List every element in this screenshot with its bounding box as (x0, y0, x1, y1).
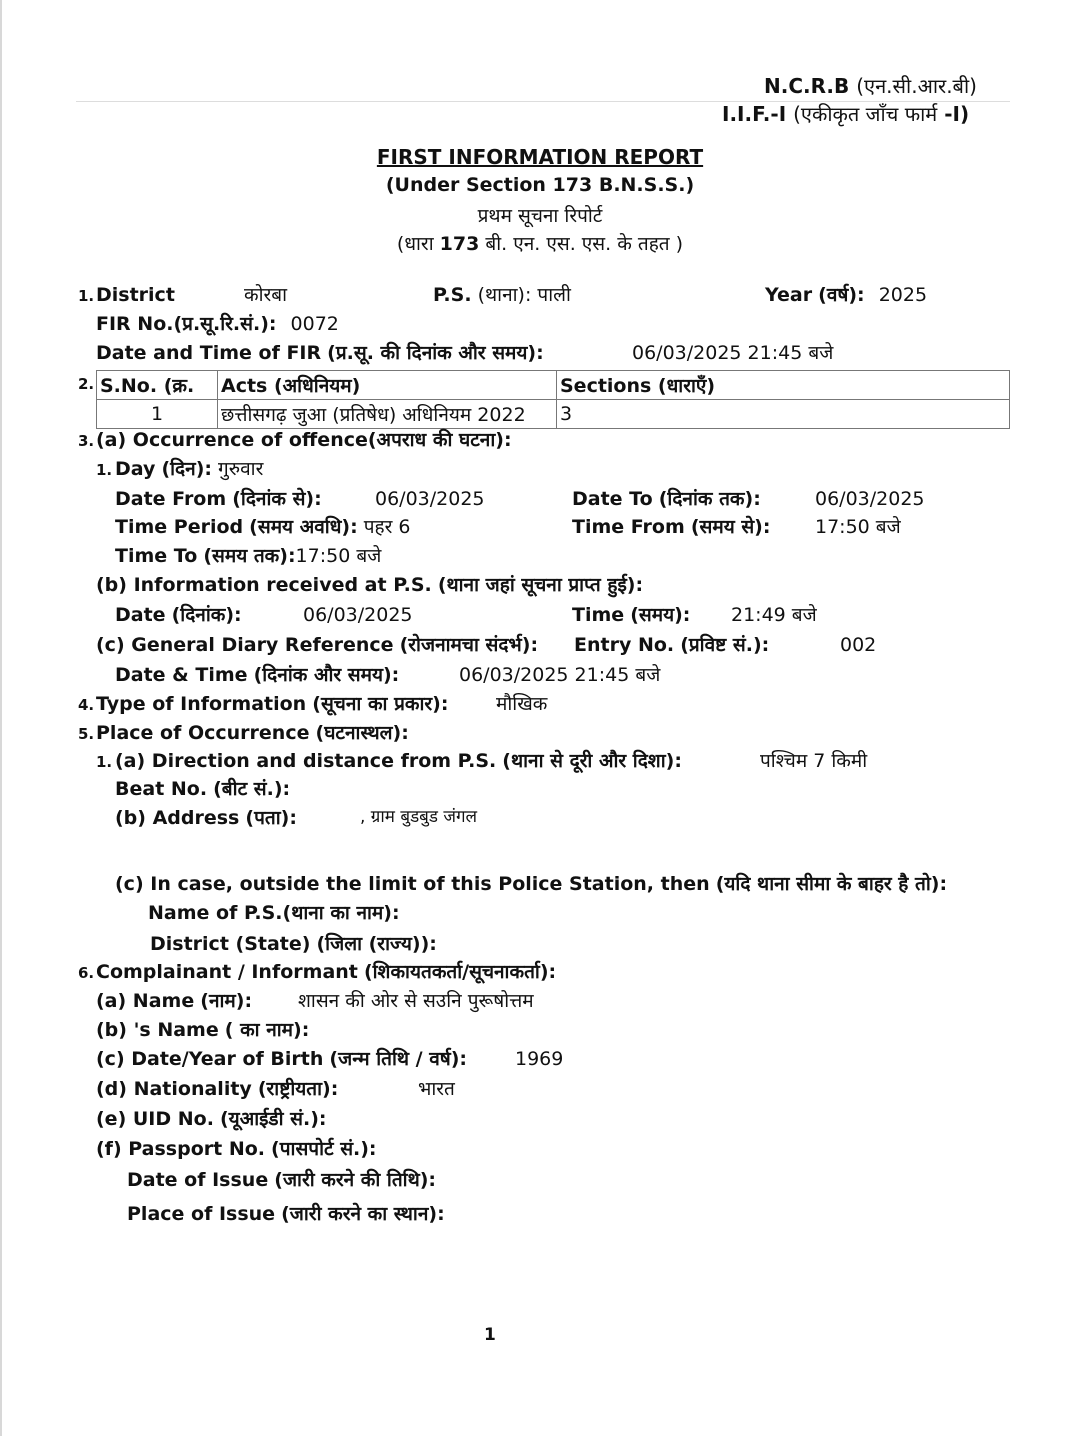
direction-value: पश्चिम 7 किमी (760, 750, 868, 772)
year-label: Year (765, 284, 813, 306)
day-label: Day (115, 458, 156, 480)
time-from-label: Time From (572, 516, 685, 538)
place-heading (96, 722, 409, 745)
acts-table (96, 370, 1010, 429)
address-value: , ग्राम बुडबुड जंगल (360, 807, 478, 827)
col-sno-header: S.No. (क्र. (97, 371, 218, 400)
fir-no-field (96, 313, 339, 336)
complainant-name-value: शासन की ओर से सउनि पुरूषोत्तम (298, 990, 534, 1012)
issue-place-label: Place of Issue (127, 1203, 276, 1225)
section-2-number: 2. (78, 375, 95, 393)
fir-datetime-field (96, 342, 544, 365)
time-from-field (572, 516, 770, 539)
report-title: FIRST INFORMATION REPORT (376, 145, 704, 169)
outside-district-field (150, 933, 437, 956)
fir-datetime-label-hi: (प्र.सू. की दिनांक और समय): (327, 342, 544, 364)
time-to-field (115, 545, 381, 568)
beat-label-hi: (बीट सं.): (213, 778, 291, 800)
nationality-label-hi: (राष्ट्रीयता): (257, 1078, 339, 1100)
place-label-hi: (घटनास्थल): (315, 722, 409, 744)
issue-date-label-hi: (जारी करने की तिथि): (274, 1169, 437, 1191)
uid-label-hi: (यूआईडी सं.): (219, 1108, 327, 1130)
ps-value: पाली (537, 284, 571, 306)
entry-no-field (574, 634, 769, 657)
time-from-value: 17:50 बजे (815, 516, 901, 538)
outside-ps-name-field (148, 902, 400, 925)
uid-field (96, 1108, 326, 1131)
occurrence-heading (96, 429, 512, 452)
info-time-field (572, 604, 690, 627)
info-received-heading (96, 574, 643, 597)
complainant-label-hi: (शिकायतकर्ता/सूचनाकर्ता): (363, 961, 557, 983)
ncrb-label: N.C.R.B (764, 74, 850, 98)
info-time-label: Time (572, 604, 625, 626)
report-subtitle-hi (0, 230, 1080, 256)
cell-acts: छत्तीसगढ़ जुआ (प्रतिषेध) अधिनियम 2022 (218, 400, 557, 429)
entry-no-value: 002 (840, 634, 877, 656)
time-to-label-hi: (समय तक): (203, 545, 296, 567)
issue-place-field (127, 1203, 445, 1226)
address-field (115, 807, 297, 830)
cell-sno: 1 (97, 400, 218, 429)
gd-datetime-label: Date & Time (115, 664, 248, 686)
iif-label: I.I.F.-I (722, 102, 787, 126)
date-from-label-hi: (दिनांक से): (232, 488, 322, 510)
birth-value: 1969 (515, 1048, 564, 1070)
info-received-label: (b) Information received at P.S. (96, 574, 432, 596)
occurrence-label: (a) Occurrence of offence (96, 429, 368, 451)
gd-reference-label: (c) General Diary Reference (96, 634, 394, 656)
time-to-label: Time To (115, 545, 198, 567)
outside-limit-label-hi: (यदि थाना सीमा के बाहर है तो): (715, 873, 948, 895)
time-from-label-hi: (समय से): (690, 516, 771, 538)
complainant-heading (96, 961, 556, 984)
date-to-label-hi: (दिनांक तक): (658, 488, 761, 510)
complainant-name-label-hi: (नाम): (200, 990, 253, 1012)
date-to-value: 06/03/2025 (815, 488, 925, 510)
ps-label: P.S. (433, 284, 472, 306)
direction-field (115, 750, 682, 773)
day-field (115, 458, 263, 481)
address-label: (b) Address (115, 807, 240, 829)
gd-reference-label-hi: (रोजनामचा संदर्भ): (399, 634, 539, 656)
ps-field (433, 284, 571, 307)
report-subtitle: (Under Section 173 B.N.S.S.) (385, 174, 695, 196)
info-type-label: Type of Information (96, 693, 307, 715)
uid-label: (e) UID No. (96, 1108, 214, 1130)
passport-field (96, 1138, 377, 1161)
passport-label-hi: (पासपोर्ट सं.): (271, 1138, 377, 1160)
info-type-label-hi: (सूचना का प्रकार): (312, 693, 449, 715)
address-label-hi: (पता): (245, 807, 297, 829)
passport-label: (f) Passport No. (96, 1138, 265, 1160)
col-acts-header: Acts (अधिनियम) (218, 371, 557, 400)
outside-district-label: District (State) (150, 933, 311, 955)
cell-sections: 3 (557, 400, 1010, 429)
info-time-value: 21:49 बजे (731, 604, 817, 626)
outside-limit-field (115, 873, 947, 896)
outside-ps-name-label: Name of P.S. (148, 902, 283, 924)
iif-header (722, 102, 969, 126)
ncrb-header (764, 74, 977, 98)
entry-no-label-hi: (प्रविष्ट सं.): (680, 634, 770, 656)
complainant-name-label: (a) Name (96, 990, 195, 1012)
nationality-value: भारत (418, 1078, 455, 1100)
section-3-number: 3. (78, 432, 95, 450)
gd-datetime-value: 06/03/2025 21:45 बजे (459, 664, 661, 686)
gd-reference-field (96, 634, 538, 657)
gd-datetime-label-hi: (दिनांक और समय): (253, 664, 400, 686)
date-from-label: Date From (115, 488, 227, 510)
col-sections-header: Sections (धाराएँ) (557, 371, 1010, 400)
birth-label-hi: (जन्म तिथि / वर्ष): (329, 1048, 468, 1070)
fir-datetime-value: 06/03/2025 21:45 बजे (632, 342, 834, 364)
birth-field (96, 1048, 467, 1071)
year-value: 2025 (878, 284, 928, 306)
section-4-number: 4. (78, 696, 95, 714)
beat-label: Beat No. (115, 778, 208, 800)
day-number: 1. (96, 461, 113, 479)
ncrb-label-hi: (एन.सी.आर.बी) (856, 74, 977, 98)
section-6-number: 6. (78, 964, 95, 982)
place-label: Place of Occurrence (96, 722, 310, 744)
beat-field (115, 778, 290, 801)
iif-label-hi-close: -I) (944, 102, 970, 126)
time-period-label-hi: (समय अवधि): (249, 516, 358, 538)
nationality-field (96, 1078, 338, 1101)
subtitle-hi-num: 173 (439, 233, 480, 255)
time-period-field (115, 516, 411, 539)
iif-label-hi: (एकीकृत जाँच फार्म (793, 102, 938, 126)
entry-no-label: Entry No. (574, 634, 675, 656)
gd-datetime-field (115, 664, 399, 687)
fir-no-label-hi: (प्र.सू.रि.सं.): (173, 313, 277, 335)
section-5-number: 5. (78, 725, 95, 743)
year-label-hi: (वर्ष): (818, 284, 865, 306)
info-date-label-hi: (दिनांक): (171, 604, 242, 626)
fir-no-label: FIR No. (96, 313, 174, 335)
outside-district-label-hi: (जिला (राज्य)): (316, 933, 437, 955)
year-field (765, 284, 927, 307)
info-date-value: 06/03/2025 (303, 604, 413, 626)
time-period-label: Time Period (115, 516, 244, 538)
birth-label: (c) Date/Year of Birth (96, 1048, 324, 1070)
issue-date-label: Date of Issue (127, 1169, 269, 1191)
date-from-field (115, 488, 322, 511)
complainant-name-field (96, 990, 252, 1013)
date-to-label: Date To (572, 488, 653, 510)
fir-no-value: 0072 (290, 313, 339, 335)
info-type-value: मौखिक (496, 693, 548, 715)
subtitle-hi-b: बी. एन. एस. एस. के तहत ) (485, 233, 684, 255)
complainant-label: Complainant / Informant (96, 961, 358, 983)
section-1-number: 1. (78, 287, 95, 305)
time-period-value: पहर 6 (363, 516, 411, 538)
fir-datetime-label: Date and Time of FIR (96, 342, 322, 364)
nationality-label: (d) Nationality (96, 1078, 252, 1100)
report-title-hi: प्रथम सूचना रिपोर्ट (477, 205, 603, 227)
outside-ps-name-label-hi: (थाना का नाम): (282, 902, 400, 924)
date-to-field (572, 488, 761, 511)
info-date-field (115, 604, 242, 627)
issue-place-label-hi: (जारी करने का स्थान): (281, 1203, 445, 1225)
ps-label-hi: (थाना): (477, 284, 532, 306)
day-value: गुरुवार (218, 458, 264, 480)
district-label: District (96, 284, 175, 306)
relative-name-field (96, 1019, 309, 1042)
relative-name-label-hi: ( का नाम): (224, 1019, 310, 1041)
occurrence-label-hi: (अपराध की घटना): (367, 429, 512, 451)
outside-limit-label: (c) In case, outside the limit of this Police Station, then (115, 873, 710, 895)
info-time-label-hi: (समय): (630, 604, 691, 626)
info-type-field (96, 693, 448, 716)
time-to-value: 17:50 बजे (295, 545, 382, 567)
direction-label: (a) Direction and distance from P.S. (115, 750, 497, 772)
direction-label-hi: (थाना से दूरी और दिशा): (502, 750, 682, 772)
relative-name-label: (b) 's Name (96, 1019, 219, 1041)
issue-date-field (127, 1169, 436, 1192)
page-number: 1 (484, 1325, 496, 1345)
table-row (97, 400, 1010, 429)
info-received-label-hi: (थाना जहां सूचना प्राप्त हुई): (437, 574, 644, 596)
info-date-label: Date (115, 604, 166, 626)
district-value: कोरबा (244, 284, 288, 306)
subtitle-hi-a: (धारा (396, 233, 434, 255)
day-label-hi: (दिन): (161, 458, 212, 480)
place-sub-number: 1. (96, 753, 113, 771)
acts-table-header (97, 371, 1010, 400)
date-from-value: 06/03/2025 (375, 488, 485, 510)
